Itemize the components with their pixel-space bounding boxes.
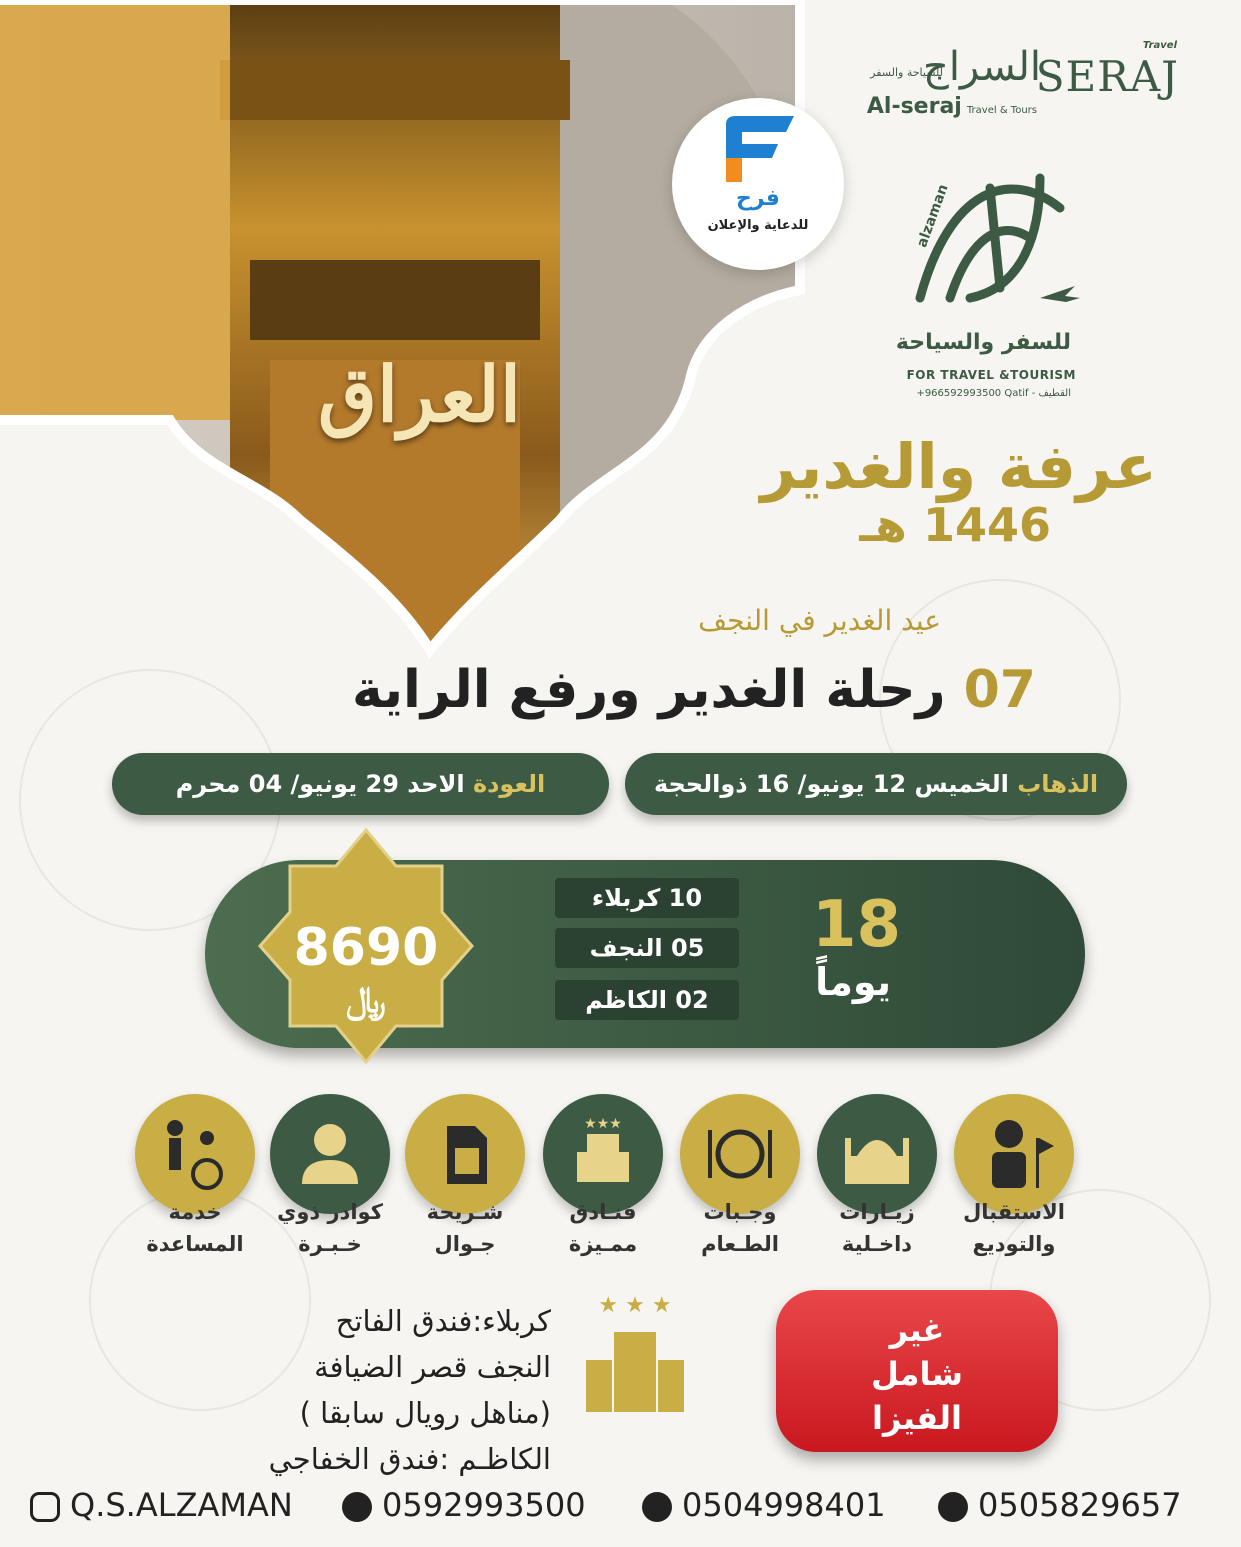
days-label: يوماً	[815, 960, 891, 1004]
alzaman-phone: +966592993500 Qatif - القطيف	[916, 388, 1071, 399]
farah-badge	[672, 98, 844, 270]
return-date: الاحد 29 يونيو/ 04 محرم	[175, 770, 465, 798]
seraj-travel-tag: Travel	[1142, 40, 1177, 51]
trip-name: رحلة الغدير ورفع الراية	[352, 660, 946, 720]
departure-date: الخميس 12 يونيو/ 16 ذوالحجة	[653, 770, 1009, 798]
instagram-icon[interactable]	[30, 1492, 60, 1522]
whatsapp-number[interactable]: 0592993500	[382, 1486, 586, 1524]
svg-text:★ ★ ★: ★ ★ ★	[598, 1293, 672, 1318]
farah-logo-icon	[718, 114, 798, 184]
seraj-logo-ar-sub: للسياحة والسفر	[870, 66, 943, 79]
visa-not-included-badge: غير شامل الفيزا	[776, 1290, 1058, 1452]
phone-number-1[interactable]: 0504998401	[682, 1486, 886, 1524]
trip-title	[352, 660, 1036, 720]
hijri-year: 1446 هـ	[859, 498, 1051, 552]
alseraj-name: Al-seraj	[866, 94, 962, 119]
minaret-image	[0, 0, 810, 660]
currency-symbol: ﷼	[346, 980, 386, 1021]
alzaman-logo	[890, 148, 1090, 328]
return-pill	[112, 753, 609, 815]
alzaman-english: FOR TRAVEL &TOURISM	[906, 368, 1076, 382]
feature-reception-label: الاستقبال والتوديع	[963, 1200, 1065, 1256]
alzaman-tagline: للسفر والسياحة	[895, 330, 1071, 355]
city-kadhim: 02 الكاظم	[555, 980, 739, 1020]
city-najaf: 05 النجف	[555, 928, 739, 968]
hotels-list	[269, 1298, 551, 1482]
whatsapp-icon[interactable]	[342, 1492, 372, 1522]
contacts-bar	[30, 1486, 1220, 1530]
seraj-logo-ar: السراج	[923, 44, 1041, 90]
feature-meals-label: وجـبات الطـعام	[701, 1200, 779, 1256]
instagram-handle[interactable]: Q.S.ALZAMAN	[70, 1486, 293, 1524]
city-karbala: 10 كربلاء	[555, 878, 739, 918]
alzaman-latin: alzaman	[914, 182, 952, 250]
feature-hotels-label: فنـادق ممـيزة	[568, 1200, 638, 1256]
phone-icon[interactable]	[938, 1492, 968, 1522]
seraj-logo-en: SERAJ	[1035, 52, 1179, 101]
departure-label: الذهاب	[1017, 770, 1099, 798]
hotel-karbala: كربلاء:فندق الفاتح	[335, 1304, 551, 1338]
hotel-najaf: النجف قصر الضيافة	[314, 1350, 551, 1384]
feature-assist-label: خدمة المساعدة	[146, 1200, 244, 1256]
farah-name: فرح	[736, 186, 780, 211]
feature-visits-label: زيـارات داخـلية	[839, 1200, 915, 1256]
feature-sim-label: شـريحة جـوال	[426, 1200, 504, 1256]
trip-number: 07	[963, 660, 1036, 720]
hero-country-title: العراق	[318, 350, 521, 439]
feature-staff-label: كوادر ذوي خـبـرة	[277, 1200, 383, 1256]
hotel-building-icon	[580, 1290, 690, 1420]
phone-number-2[interactable]: 0505829657	[978, 1486, 1182, 1524]
days-count: 18	[811, 888, 901, 962]
event-subtitle: عيد الغدير في النجف	[698, 604, 941, 637]
hotel-kadhim: الكاظـم :فندق الخفاجي	[268, 1442, 551, 1476]
hotel-najaf-former: (مناهل رويال سابقا )	[299, 1396, 551, 1430]
svg-text:★★★: ★★★	[584, 1116, 622, 1132]
main-title: عرفة والغدير	[760, 430, 1157, 503]
departure-pill	[625, 753, 1127, 815]
price-value: 8690	[293, 918, 439, 978]
return-label: العودة	[472, 770, 546, 798]
phone-icon[interactable]	[642, 1492, 672, 1522]
alseraj-sub: Travel & Tours	[966, 105, 1037, 116]
alseraj-logo-en	[867, 94, 1037, 119]
farah-tagline: للدعاية والإعلان	[707, 218, 809, 233]
